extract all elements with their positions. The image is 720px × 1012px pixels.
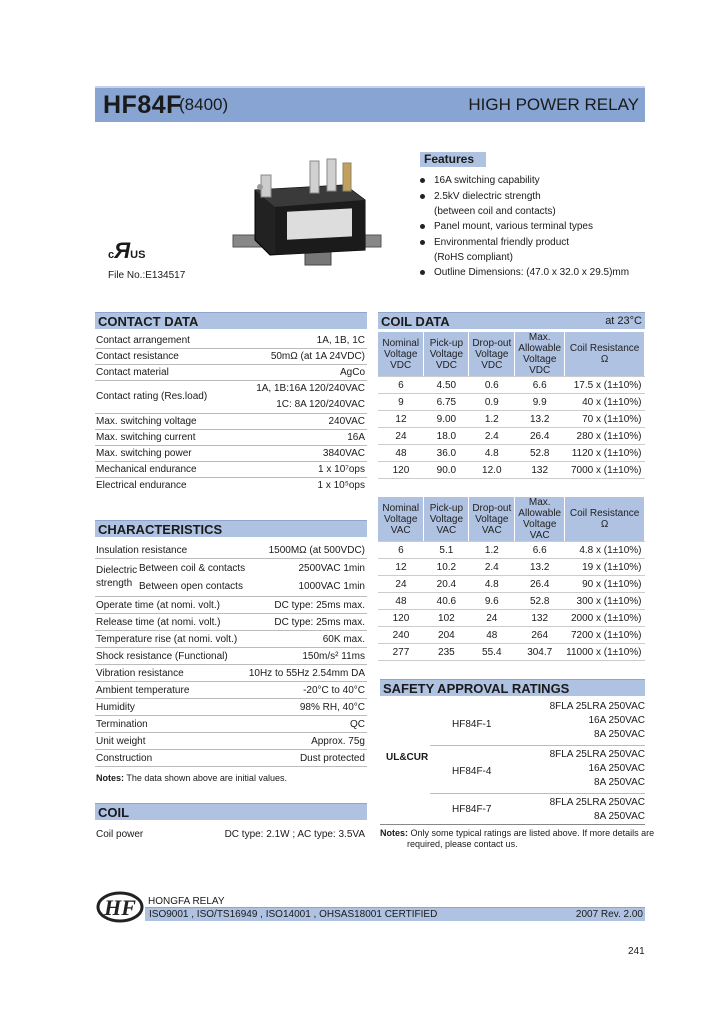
table-row: Contact rating (Res.load) 1A, 1B:16A 120/240VAC 1C: 8A 120/240VAC	[95, 381, 367, 414]
table-row: Electrical endurance 1 x 10⁵ops	[96, 480, 365, 491]
coil-data-ac-table	[378, 497, 645, 661]
column-header: Drop-out Voltage VAC	[469, 497, 515, 542]
hongfa-logo	[95, 890, 145, 924]
file-no: File No.:E134517	[108, 270, 186, 281]
column-header: Nominal Voltage VDC	[378, 332, 424, 377]
table-row: Insulation resistance 1500MΩ (at 500VDC)	[95, 541, 367, 559]
table-row: Dielectric strength Between coil & contacts 2500VAC 1min Between open contacts 1000VAC 1min	[95, 559, 367, 597]
column-header: Coil Resistance Ω	[565, 332, 645, 377]
table-row: 277 235 55.4 304.7 11000 x (1±10%)	[378, 644, 645, 661]
safety-group: UL&CUR	[386, 752, 429, 763]
contact-data-title: CONTACT DATA	[95, 312, 367, 329]
footer-bar	[145, 907, 645, 921]
page-title: HIGH POWER RELAY	[468, 95, 639, 114]
column-header: Nominal Voltage VAC	[378, 497, 424, 542]
table-row: Release time (at nomi. volt.) DC type: 25ms max.	[95, 614, 367, 631]
safety-ratings: 8FLA 25LRA 250VAC 8A 250VAC	[549, 797, 645, 822]
coil-title: COIL	[95, 803, 367, 820]
table-row: 24 20.4 4.8 26.4 90 x (1±10%)	[378, 576, 645, 593]
model-name: HF84F	[103, 91, 182, 119]
table-row: Humidity 98% RH, 40°C	[95, 699, 367, 716]
safety-model: HF84F-4	[452, 766, 492, 777]
company-name: HONGFA RELAY	[148, 896, 225, 907]
table-row: Max. switching current 16A	[95, 430, 367, 446]
table-row: 6 4.50 0.6 6.6 17.5 x (1±10%)	[378, 377, 645, 394]
safety-title: SAFETY APPROVAL RATINGS	[380, 679, 645, 696]
table-row: 12 9.00 1.2 13.2 70 x (1±10%)	[378, 411, 645, 428]
table-row: 48 40.6 9.6 52.8 300 x (1±10%)	[378, 593, 645, 610]
table-row: 120 90.0 12.0 132 7000 x (1±10%)	[378, 462, 645, 479]
table-row: Mechanical endurance 1 x 10⁷ops	[95, 462, 367, 478]
us-mark: US	[130, 249, 146, 261]
table-row: Contact material AgCo	[95, 365, 367, 381]
safety-model: HF84F-7	[452, 804, 492, 815]
features-title: Features	[420, 152, 486, 167]
header-bar	[95, 86, 645, 122]
table-row: 24 18.0 2.4 26.4 280 x (1±10%)	[378, 428, 645, 445]
characteristics-note: Notes: The data shown above are initial values.	[96, 773, 287, 783]
column-header: Pick-up Voltage VDC	[424, 332, 469, 377]
coil-data-dc-table	[378, 332, 645, 479]
table-row: 12 10.2 2.4 13.2 19 x (1±10%)	[378, 559, 645, 576]
table-row: Unit weight Approx. 75g	[95, 733, 367, 750]
revision: 2007 Rev. 2.00	[575, 909, 643, 920]
table-row: Vibration resistance 10Hz to 55Hz 2.54mm DA	[95, 665, 367, 682]
certifications: ISO9001 , ISO/TS16949 , ISO14001 , OHSAS18001 CERTIFIED	[149, 909, 438, 920]
table-row: Ambient temperature -20°C to 40°C	[95, 682, 367, 699]
table-row: Contact arrangement 1A, 1B, 1C	[95, 333, 367, 349]
column-header: Coil Resistance Ω	[565, 497, 645, 542]
safety-ratings: 8FLA 25LRA 250VAC 16A 250VAC 8A 250VAC	[549, 701, 645, 740]
safety-ratings: 8FLA 25LRA 250VAC 16A 250VAC 8A 250VAC	[549, 749, 645, 788]
column-header: Drop-out Voltage VDC	[469, 332, 515, 377]
table-row: 120 102 24 132 2000 x (1±10%)	[378, 610, 645, 627]
table-row: Contact resistance 50mΩ (at 1A 24VDC)	[95, 349, 367, 365]
c-mark: c	[108, 249, 115, 261]
table-row: Temperature rise (at nomi. volt.) 60K max.	[95, 631, 367, 648]
table-row: 6 5.1 1.2 6.6 4.8 x (1±10%)	[378, 542, 645, 559]
table-row: Termination QC	[95, 716, 367, 733]
table-row: Max. switching power 3840VAC	[95, 446, 367, 462]
characteristics-title: CHARACTERISTICS	[95, 520, 367, 537]
table-row: Shock resistance (Functional) 150m/s² 11ms	[95, 648, 367, 665]
coil-power-row: Coil power DC type: 2.1W ; AC type: 3.5VA	[96, 829, 365, 840]
safety-table	[380, 698, 645, 824]
table-row: Construction Dust protected	[95, 750, 367, 767]
ur-logo: Я	[114, 238, 131, 263]
safety-model: HF84F-1	[452, 719, 492, 730]
table-row: Max. switching voltage 240VAC	[95, 414, 367, 430]
logo-text: HF	[104, 895, 136, 920]
column-header: Pick-up Voltage VAC	[424, 497, 469, 542]
table-row: 48 36.0 4.8 52.8 1120 x (1±10%)	[378, 445, 645, 462]
column-header: Max. Allowable Voltage VDC	[515, 332, 565, 377]
page-number: 241	[628, 946, 645, 957]
table-row: 240 204 48 264 7200 x (1±10%)	[378, 627, 645, 644]
ul-mark	[108, 238, 145, 264]
coil-data-title: COIL DATA at 23°C	[378, 312, 645, 329]
model-sub: (8400)	[179, 95, 229, 114]
table-row: 9 6.75 0.9 9.9 40 x (1±10%)	[378, 394, 645, 411]
relay-product-image	[225, 155, 385, 275]
table-row: Operate time (at nomi. volt.) DC type: 25ms max.	[95, 597, 367, 614]
column-header: Max. Allowable Voltage VAC	[515, 497, 565, 542]
safety-note: Notes: Only some typical ratings are listed above. If more details are required, please contact us.	[380, 828, 655, 849]
